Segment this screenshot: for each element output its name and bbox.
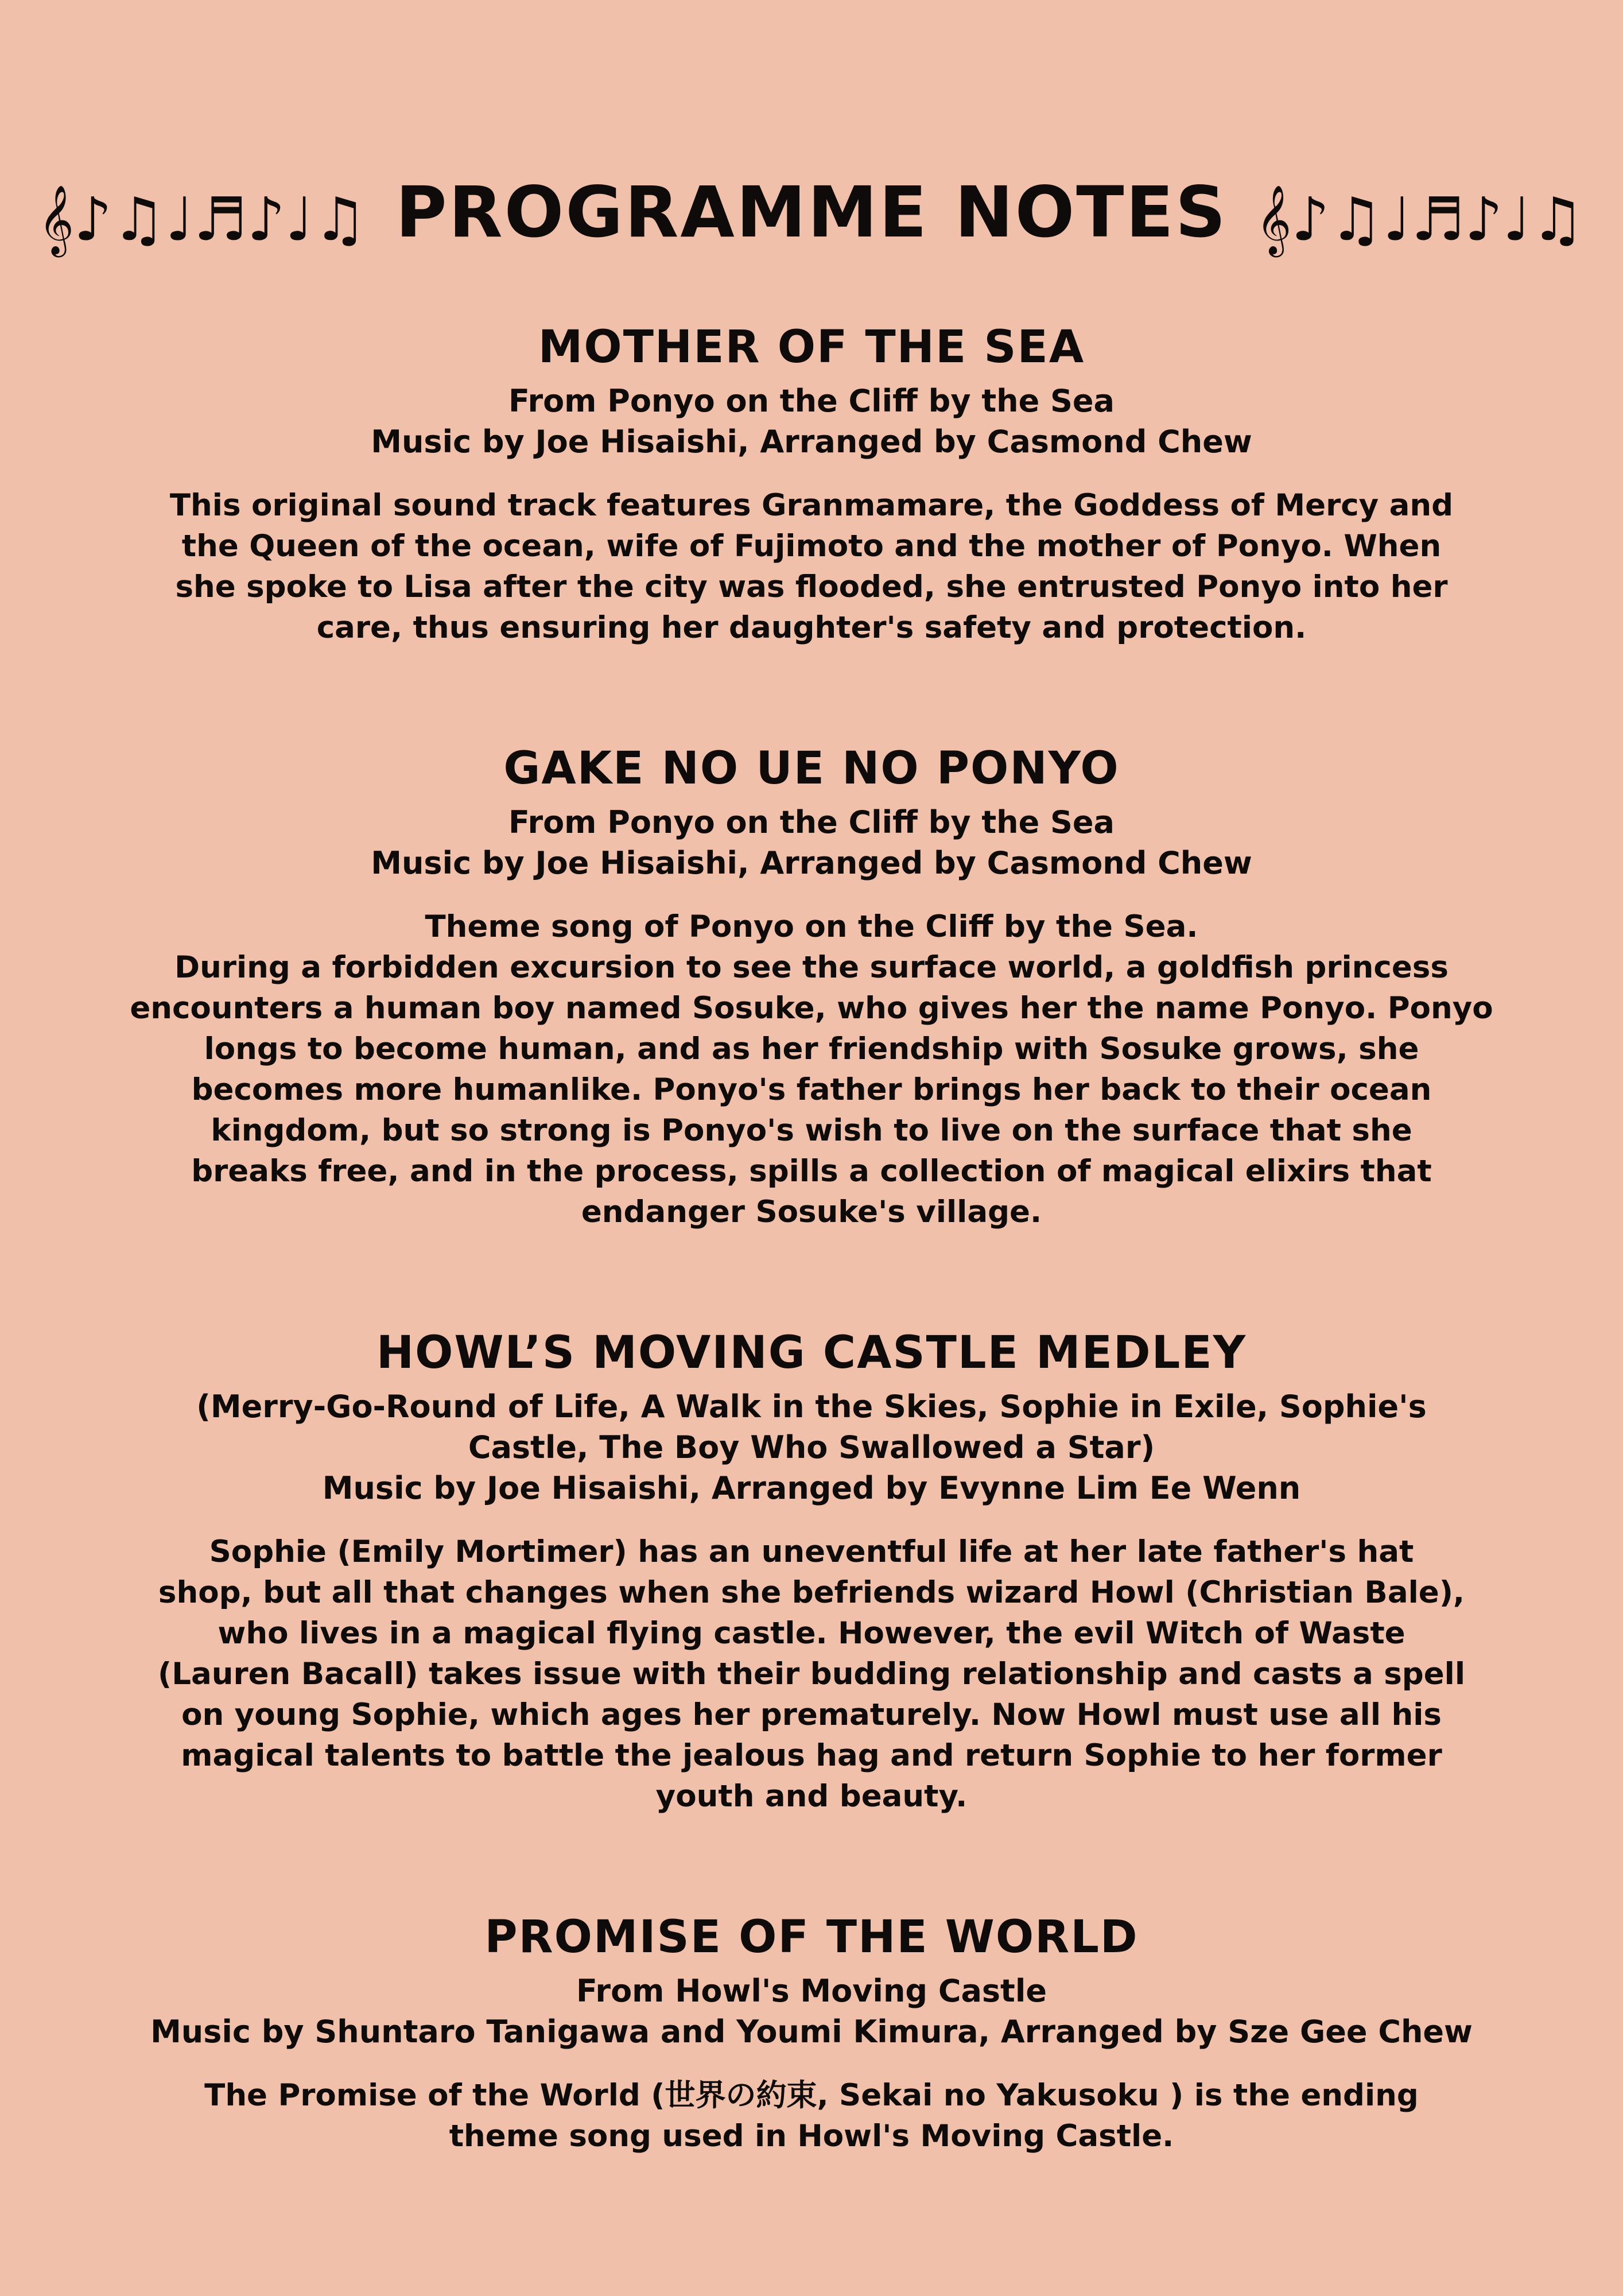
piece-title: PROMISE OF THE WORLD	[484, 1911, 1139, 1963]
description-line: breaks free, and in the process, spills a collection of magical elixirs that	[191, 1153, 1432, 1189]
piece-credits	[115, 1386, 1508, 1508]
piece-title: MOTHER OF THE SEA	[538, 321, 1085, 373]
piece-medley-list: Castle, The Boy Who Swallowed a Star)	[468, 1429, 1155, 1465]
piece-credits	[115, 802, 1508, 883]
piece-source: From Howl's Moving Castle	[576, 1972, 1047, 2009]
description-line: endanger Sosuke's village.	[581, 1194, 1042, 1230]
description-line: During a forbidden excursion to see the surface world, a goldfish princess	[174, 949, 1449, 985]
piece-credits	[115, 1971, 1508, 2052]
description-line: Sophie (Emily Mortimer) has an uneventful life at her late father's hat	[209, 1534, 1414, 1569]
description-line: longs to become human, and as her friendship with Sosuke grows, she	[204, 1031, 1419, 1066]
description-line: magical talents to battle the jealous hag and return Sophie to her former	[181, 1737, 1442, 1773]
description-line: on young Sophie, which ages her prematurely. Now Howl must use all his	[181, 1697, 1442, 1732]
piece-description	[115, 906, 1508, 1232]
piece-composer: Music by Joe Hisaishi, Arranged by Evynne Lim Ee Wenn	[322, 1469, 1301, 1506]
page-title: PROGRAMME NOTES	[395, 172, 1228, 253]
piece-howls-moving-castle-medley	[115, 1327, 1508, 1817]
piece-medley-list: (Merry-Go-Round of Life, A Walk in the Skies, Sophie in Exile, Sophie's	[196, 1388, 1427, 1425]
description-line: (Lauren Bacall) takes issue with their budding relationship and casts a spell	[157, 1656, 1466, 1692]
piece-composer: Music by Joe Hisaishi, Arranged by Casmond Chew	[371, 844, 1252, 881]
description-line: The Promise of the World (世界の約束, Sekai no Yakusoku ) is the ending	[204, 2077, 1419, 2113]
piece-description	[115, 485, 1508, 648]
piece-title: GAKE NO UE NO PONYO	[503, 742, 1120, 794]
description-line: kingdom, but so strong is Ponyo's wish to live on the surface that she	[211, 1112, 1412, 1148]
piece-source: From Ponyo on the Cliff by the Sea	[508, 382, 1115, 419]
piece-mother-of-the-sea	[115, 321, 1508, 648]
description-line: theme song used in Howl's Moving Castle.	[449, 2118, 1174, 2154]
description-line: Theme song of Ponyo on the Cliff by the Sea.	[425, 909, 1198, 944]
piece-title: HOWL’S MOVING CASTLE MEDLEY	[376, 1327, 1247, 1379]
programme-header	[38, 166, 1585, 258]
piece-source: From Ponyo on the Cliff by the Sea	[508, 804, 1115, 840]
description-line: she spoke to Lisa after the city was flooded, she entrusted Ponyo into her	[175, 569, 1448, 604]
music-notes-right-icon: 𝄞♪♫♩♬♪♩♫	[1256, 184, 1585, 254]
description-line: shop, but all that changes when she befriends wizard Howl (Christian Bale),	[158, 1574, 1465, 1610]
description-line: the Queen of the ocean, wife of Fujimoto and the mother of Ponyo. When	[181, 528, 1442, 564]
description-line: This original sound track features Granmamare, the Goddess of Mercy and	[169, 487, 1454, 523]
description-line: who lives in a magical flying castle. However, the evil Witch of Waste	[218, 1615, 1405, 1651]
description-line: care, thus ensuring her daughter's safety and protection.	[316, 610, 1307, 645]
piece-composer: Music by Shuntaro Tanigawa and Youmi Kimura, Arranged by Sze Gee Chew	[150, 2013, 1473, 2050]
description-line: becomes more humanlike. Ponyo's father brings her back to their ocean	[191, 1072, 1432, 1107]
description-line: youth and beauty.	[655, 1778, 968, 1814]
description-line: encounters a human boy named Sosuke, who gives her the name Ponyo. Ponyo	[130, 990, 1493, 1026]
piece-credits	[115, 381, 1508, 462]
piece-composer: Music by Joe Hisaishi, Arranged by Casmond Chew	[371, 423, 1252, 460]
piece-description	[115, 2075, 1508, 2157]
piece-promise-of-the-world	[115, 1911, 1508, 2157]
piece-gake-no-ue-no-ponyo	[115, 742, 1508, 1232]
music-notes-left-icon: 𝄞♪♫♩♬♪♩♫	[38, 184, 367, 254]
piece-description	[115, 1531, 1508, 1817]
